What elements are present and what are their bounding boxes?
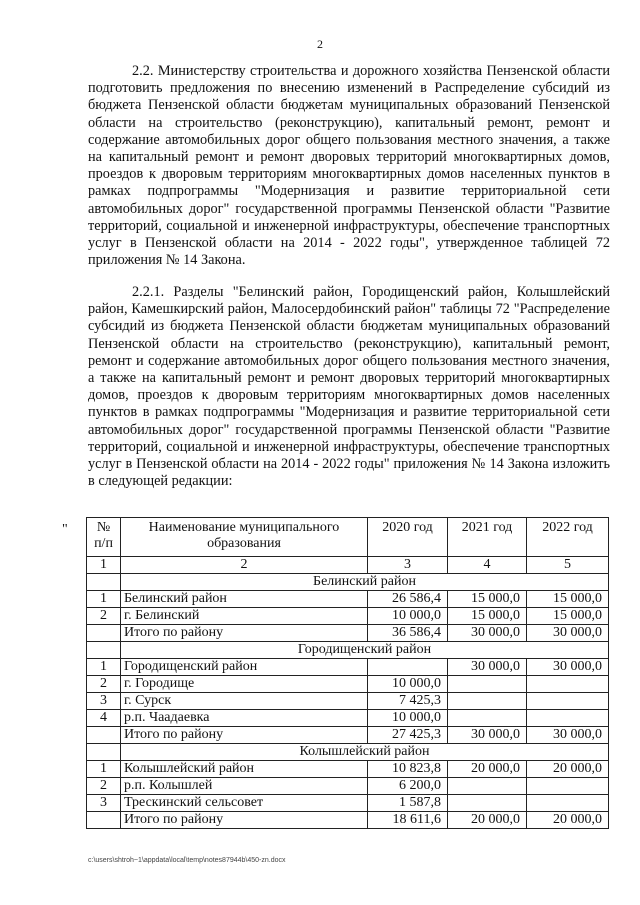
row-value-2022: 20 000,0: [527, 761, 609, 778]
row-value-2020: 10 000,0: [368, 608, 448, 625]
row-name: г. Белинский: [121, 608, 368, 625]
row-value-2022: 30 000,0: [527, 727, 609, 744]
row-value-2021: [448, 778, 527, 795]
table-row: [87, 591, 609, 608]
row-value-2021: 30 000,0: [448, 625, 527, 642]
row-value-2021: 30 000,0: [448, 659, 527, 676]
row-value-2021: 15 000,0: [448, 591, 527, 608]
table-row: [87, 676, 609, 693]
header-name: Наименование муниципального образования: [121, 518, 368, 557]
row-number: 1: [87, 591, 121, 608]
row-name: Городищенский район: [121, 659, 368, 676]
footer-file-path: c:\users\shtroh~1\appdata\local\temp\notes87944b\450-zn.docx: [88, 857, 286, 864]
row-value-2020: 27 425,3: [368, 727, 448, 744]
distribution-table-body: [87, 518, 609, 829]
row-name: р.п. Чаадаевка: [121, 710, 368, 727]
section-title: Городищенский район: [121, 642, 609, 659]
column-number-cell: 3: [368, 557, 448, 574]
row-value-2022: 30 000,0: [527, 659, 609, 676]
section-title-row: [87, 574, 609, 591]
row-value-2020: 10 000,0: [368, 710, 448, 727]
row-name: Трескинский сельсовет: [121, 795, 368, 812]
row-value-2022: [527, 778, 609, 795]
header-num-line1: №: [96, 520, 111, 535]
row-number: [87, 727, 121, 744]
header-2020: 2020 год: [368, 518, 448, 557]
header-num-line2: п/п: [94, 536, 113, 551]
row-name: Итого по району: [121, 625, 368, 642]
column-number-row: [87, 557, 609, 574]
row-value-2022: [527, 693, 609, 710]
row-name: Колышлейский район: [121, 761, 368, 778]
row-value-2020: 18 611,6: [368, 812, 448, 829]
row-value-2020: 7 425,3: [368, 693, 448, 710]
table-row: [87, 778, 609, 795]
header-2021: 2021 год: [448, 518, 527, 557]
row-number: 3: [87, 693, 121, 710]
row-number: 3: [87, 795, 121, 812]
row-number: 2: [87, 778, 121, 795]
row-value-2021: [448, 710, 527, 727]
row-value-2021: [448, 676, 527, 693]
row-number: [87, 625, 121, 642]
row-value-2022: 20 000,0: [527, 812, 609, 829]
row-value-2021: [448, 795, 527, 812]
column-number-cell: 4: [448, 557, 527, 574]
row-value-2021: [448, 693, 527, 710]
row-number: 1: [87, 659, 121, 676]
row-name: Итого по району: [121, 812, 368, 829]
row-value-2022: [527, 710, 609, 727]
paragraph-2-2: [88, 63, 610, 269]
row-value-2021: 20 000,0: [448, 761, 527, 778]
row-name: Итого по району: [121, 727, 368, 744]
table-row: [87, 608, 609, 625]
table-header-row: [87, 518, 609, 557]
row-number: 2: [87, 676, 121, 693]
row-value-2020: [368, 659, 448, 676]
opening-quote-mark: ": [62, 522, 68, 537]
table-row: [87, 693, 609, 710]
table-row: [87, 761, 609, 778]
row-value-2021: 20 000,0: [448, 812, 527, 829]
row-value-2021: 15 000,0: [448, 608, 527, 625]
row-value-2020: 1 587,8: [368, 795, 448, 812]
section-title-row: [87, 642, 609, 659]
row-value-2022: 30 000,0: [527, 625, 609, 642]
paragraph-2-2-text: 2.2. Министерству строительства и дорожного хозяйства Пензенской области подготовить предложения по внесению изменений в Распределение субсидий из бюджета Пензенской области бюджетам муниципальных образований Пензенской области на строительство (реконструкцию), капитальный ремонт, ремонт и содержание автомобильных дорог общего пользования местного значения, а также на капитальный ремонт и ремонт дворовых территорий многоквартирных домов, проездов к дворовым территориям многоквартирных домов населенных пунктов в рамках подпрограммы "Модернизация и развитие территориальной сети автомобильных дорог" государственной программы Пензенской области "Развитие территорий, социальной и инженерной инфраструктуры, обеспечение транспортных услуг в Пензенской области на 2014 - 2022 годы", утвержденное таблицей 72 приложения № 14 Закона.: [88, 63, 610, 269]
row-value-2020: 10 823,8: [368, 761, 448, 778]
row-value-2020: 36 586,4: [368, 625, 448, 642]
header-2022: 2022 год: [527, 518, 609, 557]
row-number: 2: [87, 608, 121, 625]
row-value-2020: 26 586,4: [368, 591, 448, 608]
section-title: Белинский район: [121, 574, 609, 591]
row-value-2021: 30 000,0: [448, 727, 527, 744]
row-value-2022: 15 000,0: [527, 591, 609, 608]
section-title-spacer: [87, 744, 121, 761]
row-value-2022: [527, 676, 609, 693]
column-number-cell: 1: [87, 557, 121, 574]
row-number: [87, 812, 121, 829]
table-row: [87, 727, 609, 744]
column-number-cell: 2: [121, 557, 368, 574]
page-number: 2: [317, 37, 323, 51]
paragraph-2-2-1-text: 2.2.1. Разделы "Белинский район, Городищенский район, Колышлейский район, Камешкирский район, Малосердобинский район" таблицы 72 "Распределение субсидий из бюджета Пензенской области бюджетам муниципальных образований Пензенской области на строительство (реконструкцию), капитальный ремонт, ремонт и содержание автомобильных дорог общего пользования местного значения, а также на капитальный ремонт и ремонт дворовых территорий многоквартирных домов, проездов к дворовым территориям многоквартирных домов населенных пунктов в рамках подпрограммы "Модернизация и развитие территориальной сети автомобильных дорог" государственной программы Пензенской области "Развитие территорий, социальной и инженерной инфраструктуры, обеспечение транспортных услуг в Пензенской области на 2014 - 2022 годы" приложения № 14 Закона изложить в следующей редакции:: [88, 284, 610, 490]
table-row: [87, 710, 609, 727]
row-number: 4: [87, 710, 121, 727]
section-title-row: [87, 744, 609, 761]
row-number: 1: [87, 761, 121, 778]
table-row: [87, 659, 609, 676]
table-row: [87, 625, 609, 642]
column-number-cell: 5: [527, 557, 609, 574]
row-name: г. Сурск: [121, 693, 368, 710]
row-name: Белинский район: [121, 591, 368, 608]
row-value-2022: 15 000,0: [527, 608, 609, 625]
row-name: г. Городище: [121, 676, 368, 693]
section-title-spacer: [87, 574, 121, 591]
paragraph-2-2-1: [88, 284, 610, 490]
section-title-spacer: [87, 642, 121, 659]
distribution-table: [86, 517, 609, 829]
row-value-2022: [527, 795, 609, 812]
row-value-2020: 6 200,0: [368, 778, 448, 795]
section-title: Колышлейский район: [121, 744, 609, 761]
row-name: р.п. Колышлей: [121, 778, 368, 795]
table-row: [87, 795, 609, 812]
header-num: [87, 518, 121, 557]
table-row: [87, 812, 609, 829]
row-value-2020: 10 000,0: [368, 676, 448, 693]
